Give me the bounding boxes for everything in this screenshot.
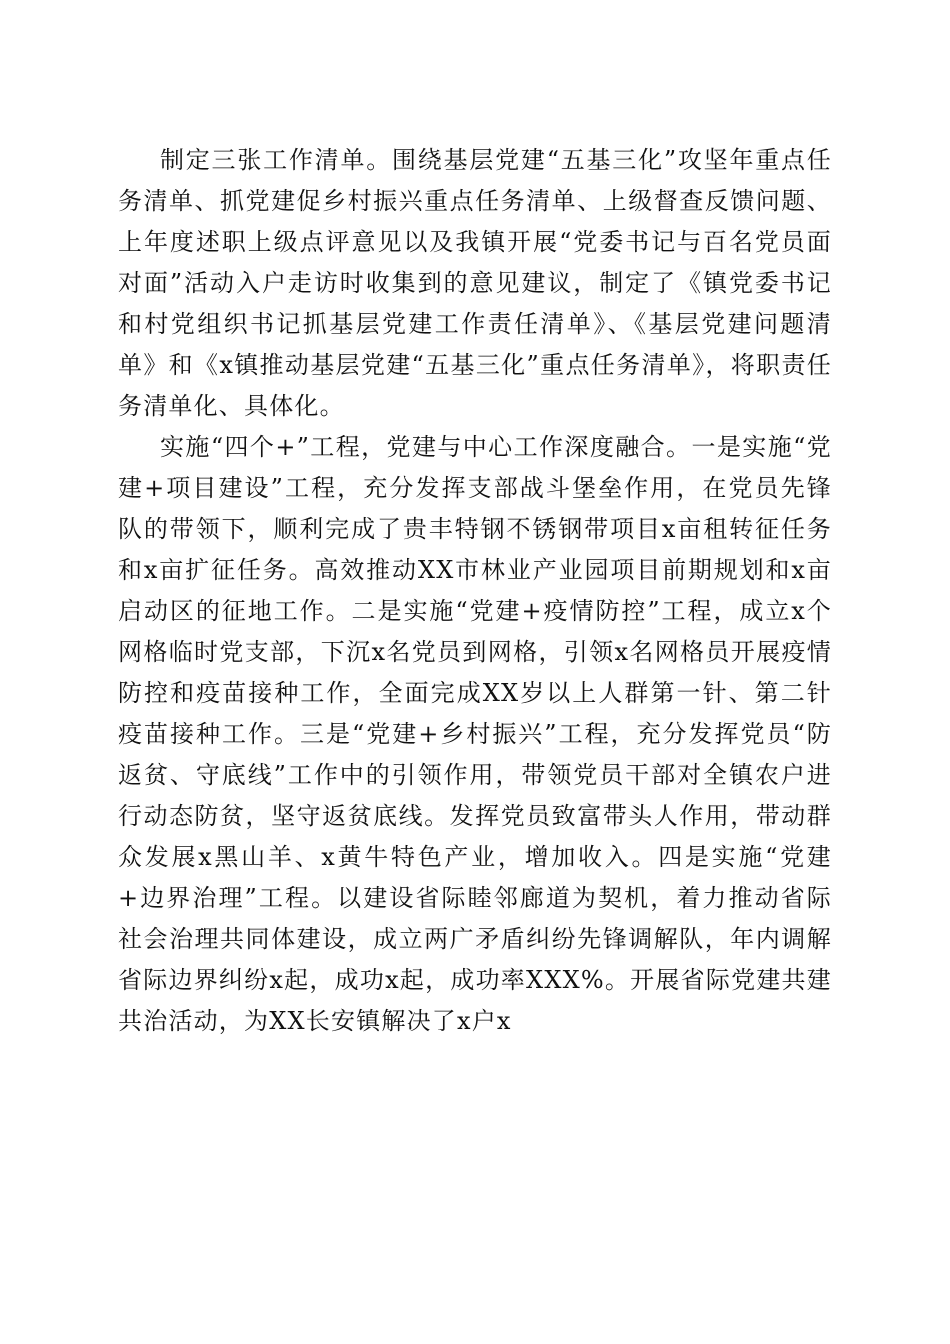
paragraph-work-lists: 制定三张工作清单。围绕基层党建“五基三化”攻坚年重点任务清单、抓党建促乡村振兴重点任务清单、上级督查反馈问题、上年度述职上级点评意见以及我镇开展“党委书记与百名党员面对面”活动入户走访时收集到的意见建议，制定了《镇党委书记和村党组织书记抓基层党建工作责任清单》、《基层党建问题清单》和《x镇推动基层党建“五基三化”重点任务清单》，将职责任务清单化、具体化。	[118, 146, 832, 420]
document-body	[118, 140, 832, 1042]
paragraph-four-plus-project: 实施“四个+”工程，党建与中心工作深度融合。一是实施“党建+项目建设”工程，充分发挥支部战斗堡垒作用，在党员先锋队的带领下，顺利完成了贵丰特钢不锈钢带项目x亩租转征任务和x亩扩征任务。高效推动XX市林业产业园项目前期规划和x亩启动区的征地工作。二是实施“党建+疫情防控”工程，成立x个网格临时党支部，下沉x名党员到网格，引领x名网格员开展疫情防控和疫苗接种工作，全面完成XX岁以上人群第一针、第二针疫苗接种工作。三是“党建+乡村振兴”工程，充分发挥党员“防返贫、守底线”工作中的引领作用，带领党员干部对全镇农户进行动态防贫，坚守返贫底线。发挥党员致富带头人作用，带动群众发展x黑山羊、x黄牛特色产业，增加收入。四是实施“党建+边界治理”工程。以建设省际睦邻廊道为契机，着力推动省际社会治理共同体建设，成立两广矛盾纠纷先锋调解队，年内调解省际边界纠纷x起，成功x起，成功率XXX%。开展省际党建共建共治活动，为XX长安镇解决了x户x	[118, 433, 832, 1035]
